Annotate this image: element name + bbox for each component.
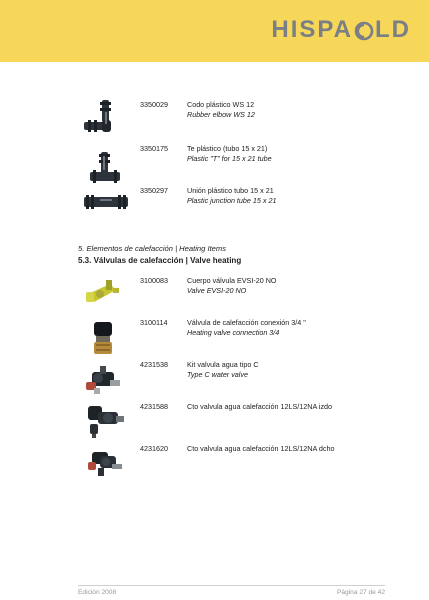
list-item: [0, 144, 429, 184]
item-description: [187, 186, 277, 206]
valve-assembly-right-icon: [80, 442, 132, 482]
footer-edition: Edición 2008: [78, 589, 117, 596]
list-item: [0, 360, 429, 400]
tee-fitting-icon: [80, 148, 132, 188]
item-description: [187, 360, 259, 380]
header-band: [0, 0, 429, 62]
item-code: 4231588: [140, 402, 168, 411]
logo-text-right: LD: [375, 16, 411, 43]
item-name-en: Plastic junction tube 15 x 21: [187, 196, 277, 205]
section-title: 5. Elementos de calefacción | Heating Items: [78, 244, 227, 253]
item-code: 3350297: [140, 186, 168, 195]
item-name-en: Rubber elbow WS 12: [187, 110, 255, 119]
section-subtitle: 5.3. Válvulas de calefacción | Valve heating: [78, 256, 242, 265]
item-name-en: Valve EVSI-20 NO: [187, 286, 247, 295]
list-item: [0, 100, 429, 140]
list-item: [0, 276, 429, 316]
item-description: [187, 144, 272, 164]
footer-divider: [78, 585, 385, 586]
list-item: [0, 318, 429, 358]
logo-emblem-icon: [354, 20, 374, 40]
item-description: [187, 444, 334, 454]
item-description: [187, 100, 255, 120]
brand-logo: [271, 17, 411, 43]
item-name-es: Unión plástico tubo 15 x 21: [187, 186, 274, 195]
water-valve-kit-icon: [80, 358, 132, 398]
item-name-es: Te plástico (tubo 15 x 21): [187, 144, 268, 153]
item-name-es: Cuerpo válvula EVSI-20 NO: [187, 276, 277, 285]
item-description: [187, 318, 306, 338]
list-item: [0, 186, 429, 226]
list-item: [0, 402, 429, 442]
item-name-en: Heating valve connection 3/4: [187, 328, 280, 337]
logo-text-left: HISPA: [271, 16, 353, 43]
item-code: 3100114: [140, 318, 168, 327]
item-name-es: Válvula de calefacción conexión 3/4 ": [187, 318, 306, 327]
list-item: [0, 444, 429, 484]
elbow-fitting-icon: [80, 98, 132, 138]
item-code: 4231538: [140, 360, 168, 369]
junction-fitting-icon: [80, 190, 132, 230]
footer-page-number: Página 27 de 42: [336, 589, 385, 596]
item-code: 3100083: [140, 276, 168, 285]
yellow-valve-icon: [80, 276, 132, 316]
item-name-es: Codo plástico WS 12: [187, 100, 255, 109]
item-code: 4231620: [140, 444, 168, 453]
valve-assembly-left-icon: [80, 398, 132, 438]
item-name-es: Cto valvula agua calefacción 12LS/12NA izdo: [187, 402, 333, 411]
item-name-en: Plastic "T" for 15 x 21 tube: [187, 154, 272, 163]
heating-valve-icon: [80, 318, 132, 358]
item-code: 3350175: [140, 144, 168, 153]
item-name-es: Cto valvula agua calefacción 12LS/12NA dcho: [187, 444, 335, 453]
item-name-es: Kit valvula agua tipo C: [187, 360, 259, 369]
item-description: [187, 276, 277, 296]
item-name-en: Type C water valve: [187, 370, 248, 379]
item-code: 3350029: [140, 100, 168, 109]
item-description: [187, 402, 332, 412]
